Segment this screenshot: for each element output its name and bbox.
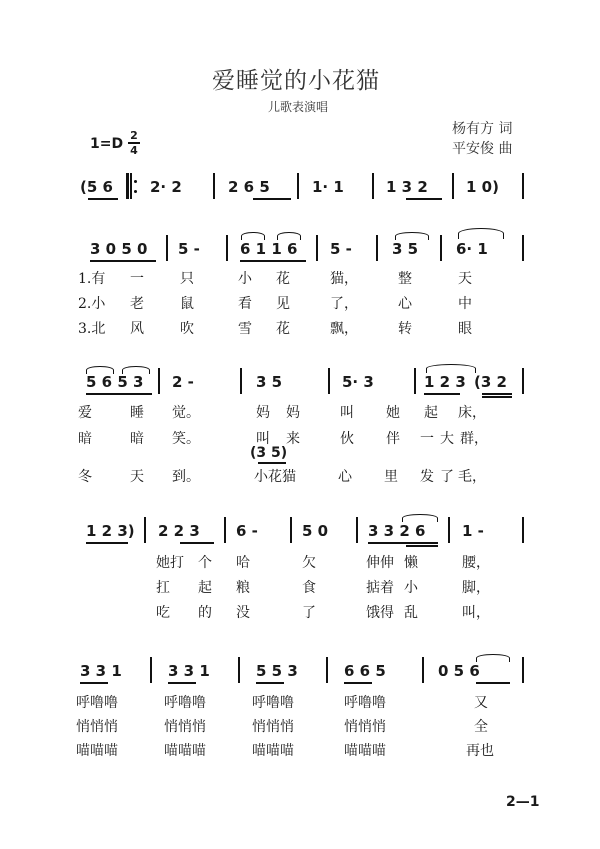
lyric: 毛， (458, 469, 486, 485)
measure-3-1: 5 6 5 3 (86, 373, 144, 391)
lyric: 中 (458, 296, 472, 312)
measure-5-3: 5 5 3 (256, 662, 298, 680)
lyric: 懒 (404, 555, 418, 571)
lyric: 风 (130, 321, 144, 337)
barline (240, 368, 242, 394)
lyric: 又 (474, 695, 488, 711)
lyric: 爱 (78, 405, 92, 421)
measure-4-6: 1 - (462, 522, 484, 540)
lyric: 伙 (340, 431, 354, 447)
lyric: 叫 (256, 431, 270, 447)
lyric: 吃 (156, 605, 170, 621)
tie-arc (86, 366, 114, 374)
lyric: 她 (386, 405, 400, 421)
lyric: 叫， (462, 605, 490, 621)
underline (253, 198, 291, 200)
lyric: 喵喵喵 (252, 743, 294, 759)
measure-1-5: 1 3 2 (386, 178, 428, 196)
barline (356, 517, 358, 543)
barline (316, 235, 318, 261)
underline (256, 682, 284, 684)
lyric: 悄悄悄 (164, 719, 206, 735)
lyric: 哈 (236, 555, 250, 571)
barline (372, 173, 374, 199)
lyric: 群， (460, 431, 488, 447)
measure-2-1: 3 0 5 0 (90, 240, 148, 258)
underline (406, 198, 442, 200)
lyric: 了， (330, 296, 358, 312)
measure-3-5: 1 2 3 (424, 373, 466, 391)
lyric: 小 (238, 271, 252, 287)
measure-2-2: 5 - (178, 240, 200, 258)
lyric: 看 (238, 296, 252, 312)
lyric: 个 (198, 555, 212, 571)
lyric: 小花猫 (254, 469, 296, 485)
barline (522, 368, 524, 394)
lyric: 的 (198, 605, 212, 621)
lyric: 饿得 (366, 605, 394, 621)
lyric: 妈 (286, 405, 300, 421)
lyric: 飘， (330, 321, 358, 337)
underline (482, 393, 512, 395)
lyric: 起 (198, 580, 212, 596)
lyric: 乱 (404, 605, 418, 621)
measure-1-6: 1 0) (466, 178, 499, 196)
underline (344, 682, 372, 684)
lyric: 全 (474, 719, 488, 735)
lyric: 小 (404, 580, 418, 596)
underline (86, 542, 128, 544)
lyric: 粮 (236, 580, 250, 596)
lyric: 伴 (386, 431, 400, 447)
lyric: 只 (180, 271, 194, 287)
lyric: 伸伸 (366, 555, 394, 571)
tie-arc (241, 232, 265, 240)
lyric: 鼠 (180, 296, 194, 312)
measure-2-6: 6· 1 (456, 240, 488, 258)
lyric: 雪 (238, 321, 252, 337)
lyric: 腰， (462, 555, 490, 571)
underline (476, 682, 510, 684)
lyric: 脚， (462, 580, 490, 596)
barline (297, 173, 299, 199)
page-number: 2—1 (506, 794, 540, 810)
lyric: 里 (384, 469, 398, 485)
lyric: 发 (420, 469, 434, 485)
lyric: 见 (276, 296, 290, 312)
lyric: 花 (276, 271, 290, 287)
measure-2-4: 5 - (330, 240, 352, 258)
lyric: 心 (338, 469, 352, 485)
lyric: 呼噜噜 (252, 695, 294, 711)
measure-3-2: 2 - (172, 373, 194, 391)
lyric: 心 (398, 296, 412, 312)
lyric: 天 (130, 469, 144, 485)
lyric: 悄悄悄 (76, 719, 118, 735)
lyric: 床， (458, 405, 486, 421)
measure-3-6: (3 2 (474, 373, 507, 391)
time-signature-top: 2 (130, 129, 138, 142)
tie-arc (395, 232, 429, 240)
key-signature: 1=D (90, 136, 124, 152)
lyric: 喵喵喵 (164, 743, 206, 759)
time-signature (128, 130, 140, 156)
lyric: 2.小 (78, 296, 106, 312)
lyric: 一 (130, 271, 144, 287)
underline (90, 260, 156, 262)
barline (422, 657, 424, 683)
measure-5-1: 3 3 1 (80, 662, 122, 680)
lyric: 3.北 (78, 321, 106, 337)
underline (368, 542, 438, 544)
lyric: 呼噜噜 (344, 695, 386, 711)
underline (258, 462, 286, 464)
lyric: 笑。 (172, 431, 200, 447)
lyric: 悄悄悄 (252, 719, 294, 735)
underline (88, 198, 118, 200)
measure-4-1: 1 2 3) (86, 522, 135, 540)
barline (158, 368, 160, 394)
barline (448, 517, 450, 543)
lyric: 觉。 (172, 405, 200, 421)
measure-5-2: 3 3 1 (168, 662, 210, 680)
lyric: 整 (398, 271, 412, 287)
lyric: 大 (440, 431, 454, 447)
barline (238, 657, 240, 683)
lyric: 呼噜噜 (164, 695, 206, 711)
lyric: 妈 (256, 405, 270, 421)
measure-2-3: 6 1 1 6 (240, 240, 298, 258)
underline (240, 260, 306, 262)
barline (328, 368, 330, 394)
measure-1-4: 1· 1 (312, 178, 344, 196)
measure-3-3: 3 5 (256, 373, 283, 391)
underline (86, 393, 152, 395)
lyric: 再也 (466, 743, 494, 759)
lyric: 到。 (172, 469, 200, 485)
tie-arc (476, 654, 510, 662)
measure-1-2: 2· 2 (150, 178, 182, 196)
barline (440, 235, 442, 261)
lyric: 喵喵喵 (344, 743, 386, 759)
lyric: 花 (276, 321, 290, 337)
lyric: 冬 (78, 469, 92, 485)
measure-4-5: 3 3 2 6 (368, 522, 426, 540)
lyric: 睡 (130, 405, 144, 421)
lyric: 扛 (156, 580, 170, 596)
lyric: 猫， (330, 271, 358, 287)
repeat-barline-thin (130, 173, 132, 199)
lyric: 天 (458, 271, 472, 287)
barline (290, 517, 292, 543)
underline (168, 682, 196, 684)
barline (226, 235, 228, 261)
underline (180, 542, 214, 544)
lyric: 暗 (130, 431, 144, 447)
lyricist-credit: 杨有方 词 (452, 121, 513, 137)
lyric: 转 (398, 321, 412, 337)
barline (414, 368, 416, 394)
underline (80, 682, 108, 684)
barline (150, 657, 152, 683)
lyric: 来 (286, 431, 300, 447)
tie-arc (277, 232, 301, 240)
lyric: 一 (420, 431, 434, 447)
repeat-dot (134, 180, 137, 183)
lyric: 眼 (458, 321, 472, 337)
barline (224, 517, 226, 543)
lyric: 掂着 (366, 580, 394, 596)
lyric: 叫 (340, 405, 354, 421)
measure-4-4: 5 0 (302, 522, 329, 540)
lyric: 了 (440, 469, 454, 485)
song-title: 爱睡觉的小花猫 (212, 68, 380, 94)
barline (166, 235, 168, 261)
underline (406, 545, 438, 547)
lyric: 了 (302, 605, 316, 621)
measure-4-2: 2 2 3 (158, 522, 200, 540)
barline (144, 517, 146, 543)
lyric: 欠 (302, 555, 316, 571)
barline (522, 235, 524, 261)
tie-arc (426, 364, 476, 373)
measure-5-4: 6 6 5 (344, 662, 386, 680)
tie-arc (402, 514, 438, 522)
lyric: 悄悄悄 (344, 719, 386, 735)
barline (522, 657, 524, 683)
measure-1-3: 2 6 5 (228, 178, 270, 196)
tie-arc (458, 228, 504, 239)
composer-credit: 平安俊 曲 (452, 141, 513, 157)
barline (522, 173, 524, 199)
measure-5-5: 0 5 6 (438, 662, 480, 680)
underline (482, 396, 512, 398)
lyric: 食 (302, 580, 316, 596)
lyric: 呼噜噜 (76, 695, 118, 711)
measure-1-1: (5 6 (80, 178, 113, 196)
measure-2-5: 3 5 (392, 240, 419, 258)
time-signature-bottom: 4 (130, 143, 138, 157)
lyric: 她打 (156, 555, 184, 571)
repeat-barline (126, 173, 129, 199)
measure-4-3: 6 - (236, 522, 258, 540)
lyric: 起 (424, 405, 438, 421)
tie-arc (122, 366, 150, 374)
barline (452, 173, 454, 199)
song-subtitle: 儿歌表演唱 (268, 100, 329, 114)
lyric: 喵喵喵 (76, 743, 118, 759)
lyric: 暗 (78, 431, 92, 447)
barline (326, 657, 328, 683)
lyric: 吹 (180, 321, 194, 337)
barline (522, 517, 524, 543)
underline (424, 393, 460, 395)
measure-3-4: 5· 3 (342, 373, 374, 391)
lyric: 1.有 (78, 271, 106, 287)
lyric: 老 (130, 296, 144, 312)
repeat-dot (134, 190, 137, 193)
barline (376, 235, 378, 261)
barline (213, 173, 215, 199)
lyric: 没 (236, 605, 250, 621)
alt-notes: (3 5) (250, 445, 288, 461)
